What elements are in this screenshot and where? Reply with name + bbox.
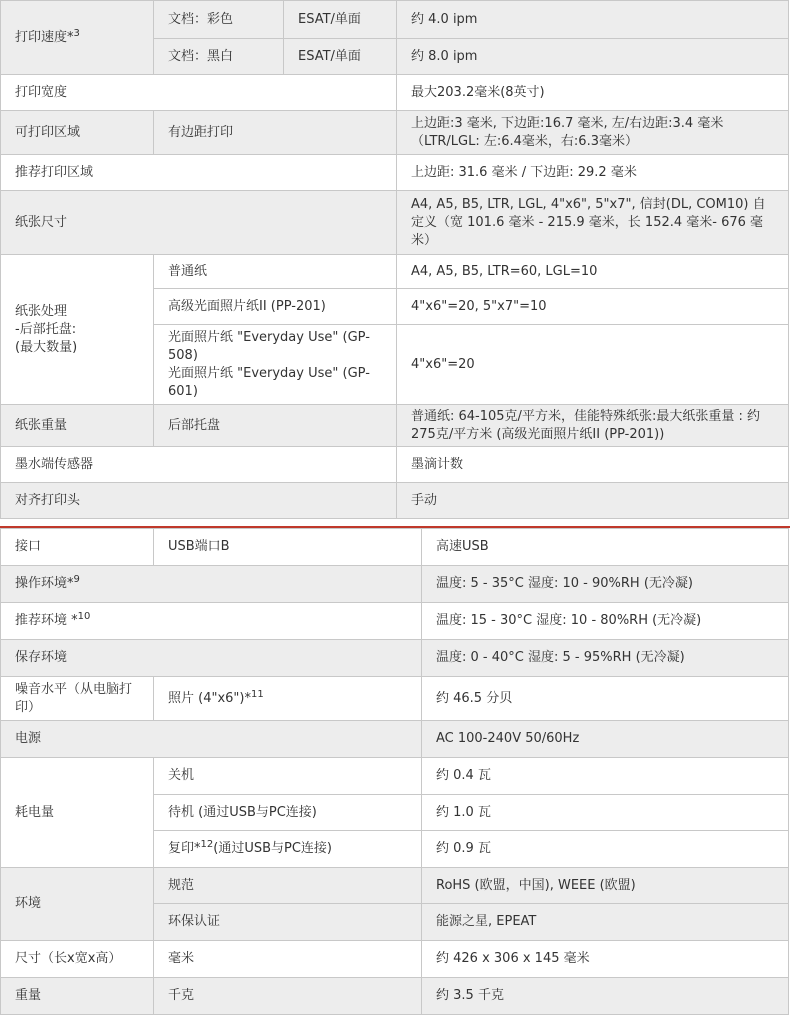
table-row (1, 677, 789, 721)
spec-label: 环境 (1, 868, 154, 941)
spec-label: 操作环境*$^9$ (1, 566, 422, 603)
spec-value: 约 3.5 千克 (422, 978, 789, 1015)
spec-value: 温度: 0 - 40°C 湿度: 5 - 95%RH (无冷凝) (422, 640, 789, 677)
spec-sub-label: ESAT/单面 (284, 39, 397, 75)
spec-label: 墨水端传感器 (1, 447, 397, 483)
paper-type-line: 光面照片纸 "Everyday Use" (GP-508) (168, 329, 370, 363)
spec-value: A4, A5, B5, LTR, LGL, 4"x6", 5"x7", 信封(DL, COM10) 自定义（宽 101.6 毫米 - 215.9 毫米，长 152.4 毫米- 676 毫米） (397, 191, 789, 255)
spec-value: 上边距:3 毫米, 下边距:16.7 毫米, 左/右边距:3.4 毫米（LTR/LGL: 左:6.4毫米，右:6.3毫米） (397, 111, 789, 155)
spec-sub-label: 环保认证 (154, 904, 422, 941)
spec-sub-label: 毫米 (154, 941, 422, 978)
table-row (1, 721, 789, 758)
table-row (1, 529, 789, 566)
spec-label: 保存环境 (1, 640, 422, 677)
print-speed-label: 打印速度*$^3$ (1, 1, 154, 75)
spec-value: 能源之星, EPEAT (422, 904, 789, 941)
table-row (1, 111, 789, 155)
table-row (1, 447, 789, 483)
spec-label: 尺寸（长x宽x高） (1, 941, 154, 978)
spec-table-lower (0, 528, 789, 1015)
label-line: -后部托盘: (15, 321, 77, 337)
table-row (1, 603, 789, 640)
spec-sub-label: 普通纸 (154, 255, 397, 289)
table-row (1, 978, 789, 1015)
table-row (1, 191, 789, 255)
spec-value: 约 8.0 ipm (397, 39, 789, 75)
spec-sub-label: 待机 (通过USB与PC连接) (154, 795, 422, 831)
spec-value: 约 426 x 306 x 145 毫米 (422, 941, 789, 978)
table-row (1, 1, 789, 39)
spec-value: 4"x6"=20, 5"x7"=10 (397, 289, 789, 325)
label-line: 纸张处理 (15, 303, 68, 319)
spec-label: 耗电量 (1, 758, 154, 868)
spec-value: 约 1.0 瓦 (422, 795, 789, 831)
spec-sub-label: USB端口B (154, 529, 422, 566)
spec-value: 温度: 15 - 30°C 湿度: 10 - 80%RH (无冷凝) (422, 603, 789, 640)
spec-sub-label: 复印*$^{12}$(通过USB与PC连接) (154, 831, 422, 868)
spec-value: AC 100-240V 50/60Hz (422, 721, 789, 758)
spec-label: 噪音水平（从电脑打印） (1, 677, 154, 721)
spec-label: 电源 (1, 721, 422, 758)
spec-label: 可打印区域 (1, 111, 154, 155)
spec-value: 上边距: 31.6 毫米 / 下边距: 29.2 毫米 (397, 155, 789, 191)
table-row (1, 566, 789, 603)
label-line: (最大数量) (15, 339, 78, 355)
spec-value: 手动 (397, 483, 789, 519)
table-row (1, 941, 789, 978)
spec-label: 纸张尺寸 (1, 191, 397, 255)
table-row (1, 155, 789, 191)
paper-type-line: 光面照片纸 "Everyday Use" (GP-601) (168, 365, 370, 399)
paper-handling-label (1, 255, 154, 405)
spec-label: 纸张重量 (1, 405, 154, 447)
spec-value: A4, A5, B5, LTR=60, LGL=10 (397, 255, 789, 289)
spec-value: 温度: 5 - 35°C 湿度: 10 - 90%RH (无冷凝) (422, 566, 789, 603)
spec-value: 约 46.5 分贝 (422, 677, 789, 721)
spec-sub-label: 照片 (4"x6")*$^{11}$ (154, 677, 422, 721)
spec-label: 对齐打印头 (1, 483, 397, 519)
spec-value: 墨滴计数 (397, 447, 789, 483)
table-row (1, 405, 789, 447)
spec-value: 约 0.4 瓦 (422, 758, 789, 795)
spec-value: 约 0.9 瓦 (422, 831, 789, 868)
spec-value: 4"x6"=20 (397, 325, 789, 405)
spec-value: 约 4.0 ipm (397, 1, 789, 39)
table-row (1, 868, 789, 904)
table-row (1, 75, 789, 111)
spec-sub-label: 后部托盘 (154, 405, 397, 447)
spec-sub-label: 高级光面照片纸II (PP-201) (154, 289, 397, 325)
spec-sub-label: 千克 (154, 978, 422, 1015)
table-row (1, 640, 789, 677)
spec-label: 打印宽度 (1, 75, 397, 111)
spec-label: 推荐打印区域 (1, 155, 397, 191)
spec-sub-label: 规范 (154, 868, 422, 904)
spec-sub-label: 文档：黑白 (154, 39, 284, 75)
spec-value: 普通纸: 64-105克/平方米，佳能特殊纸张:最大纸张重量 : 约275克/平方米 (高级光面照片纸II (PP-201)) (397, 405, 789, 447)
spec-value: RoHS (欧盟，中国), WEEE (欧盟) (422, 868, 789, 904)
spec-label: 重量 (1, 978, 154, 1015)
table-row (1, 758, 789, 795)
spec-label: 接口 (1, 529, 154, 566)
spec-value: 最大203.2毫米(8英寸) (397, 75, 789, 111)
spec-value: 高速USB (422, 529, 789, 566)
spec-sub-label: 文档：彩色 (154, 1, 284, 39)
spec-label: 推荐环境 *$^{10}$ (1, 603, 422, 640)
spec-sub-label: 关机 (154, 758, 422, 795)
table-row (1, 255, 789, 289)
table-row (1, 483, 789, 519)
spec-sub-label: ESAT/单面 (284, 1, 397, 39)
spec-sub-label (154, 325, 397, 405)
spec-sub-label: 有边距打印 (154, 111, 397, 155)
